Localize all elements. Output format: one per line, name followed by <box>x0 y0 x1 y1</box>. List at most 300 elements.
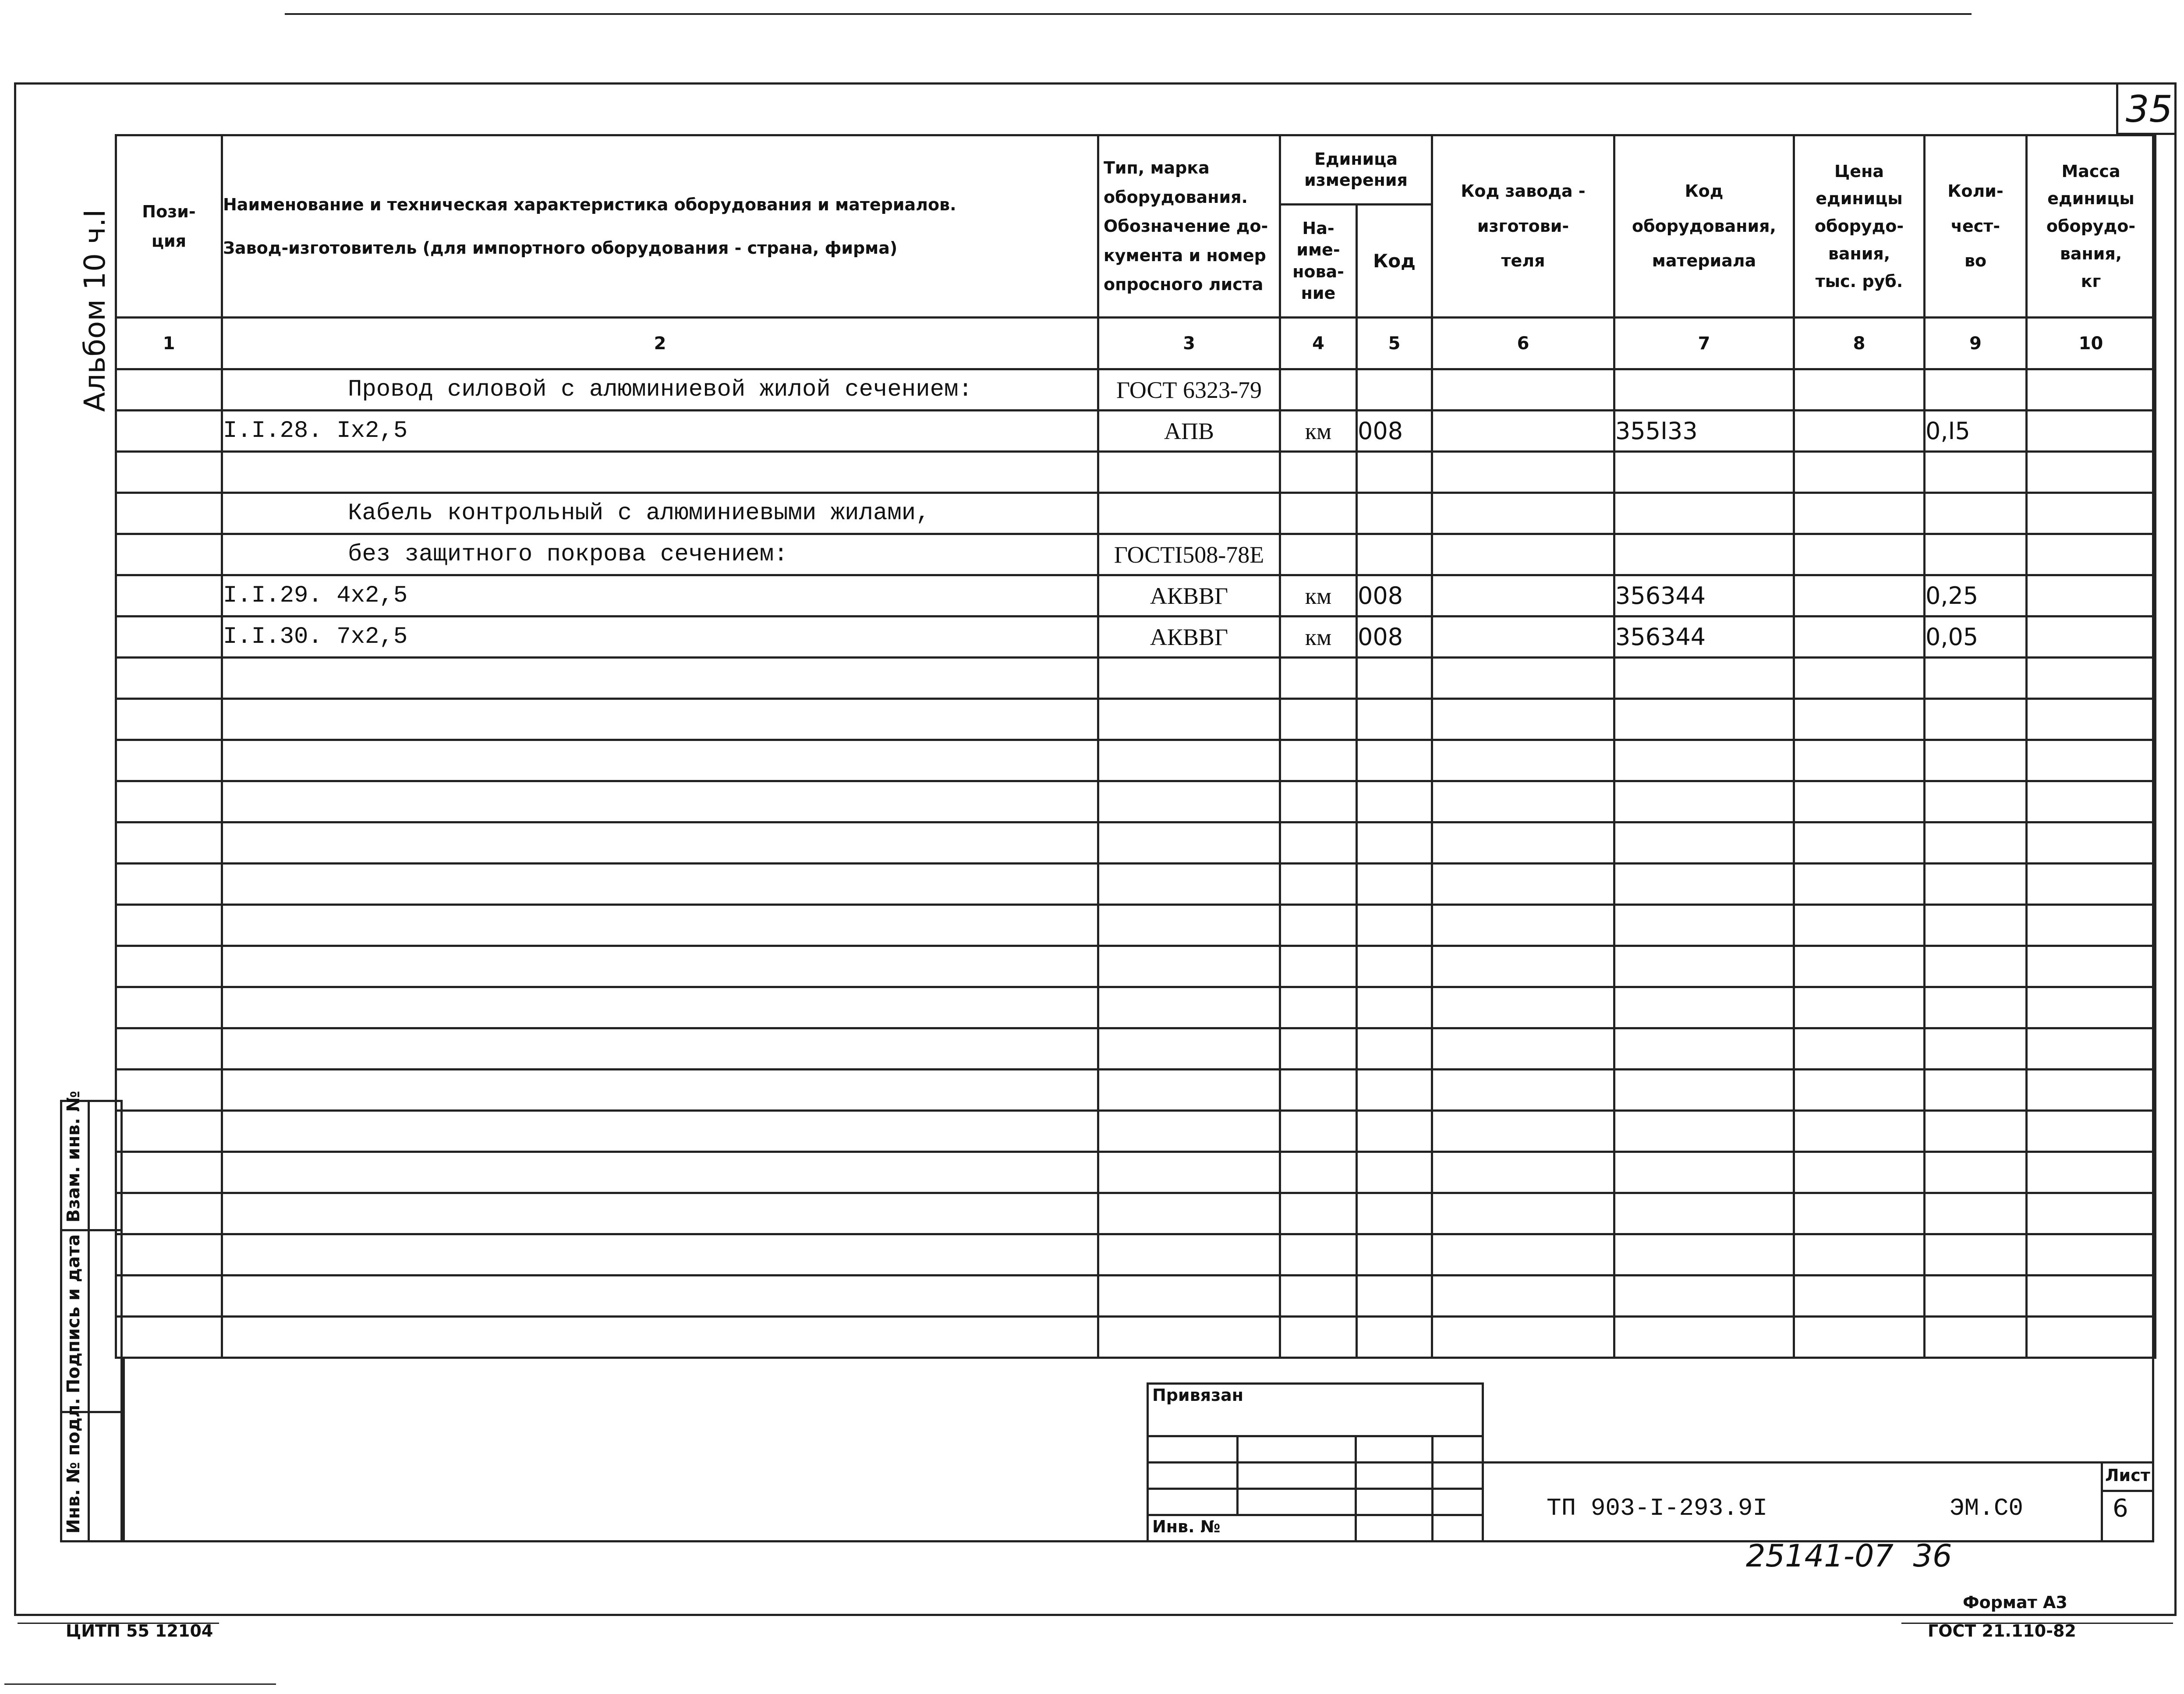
cell-type <box>1098 864 1280 905</box>
cell-unit-code <box>1357 534 1432 575</box>
table-row <box>116 905 2156 946</box>
column-number: 2 <box>222 318 1098 369</box>
cell-position <box>116 575 222 617</box>
header-type-text: Тип, марка оборудования. Обозначение до- кумента и номер опросного листа <box>1104 158 1268 294</box>
inv-no-label: Инв. № <box>1152 1517 1221 1536</box>
cell-equipment-code <box>1614 1317 1794 1358</box>
cell-price <box>1794 1317 1925 1358</box>
cell-unit <box>1280 905 1357 946</box>
cell-equipment-code <box>1614 1193 1794 1234</box>
cell-unit-code <box>1357 369 1432 411</box>
cell-type <box>1098 1111 1280 1152</box>
cell-equipment-code <box>1614 1028 1794 1070</box>
cell-price <box>1794 369 1925 411</box>
cell-unit-code <box>1357 1152 1432 1193</box>
column-number: 10 <box>2027 318 2156 369</box>
cell-unit <box>1280 740 1357 781</box>
cell-plant-code <box>1432 781 1614 822</box>
cell-position <box>116 369 222 411</box>
cell-quantity <box>1925 1028 2027 1070</box>
cell-mass <box>2027 1111 2156 1152</box>
cell-price <box>1794 740 1925 781</box>
privyazan-col-line-3 <box>1431 1435 1434 1542</box>
cell-plant-code <box>1432 617 1614 658</box>
cell-mass <box>2027 369 2156 411</box>
cell-quantity <box>1925 946 2027 987</box>
cell-description <box>222 1234 1098 1276</box>
cell-equipment-code <box>1614 658 1794 699</box>
cell-price <box>1794 534 1925 575</box>
cell-price <box>1794 575 1925 617</box>
cell-equipment-code <box>1614 740 1794 781</box>
cell-plant-code <box>1432 1070 1614 1111</box>
column-number: 1 <box>116 318 222 369</box>
cell-unit <box>1280 1234 1357 1276</box>
privyazan-label: Привязан <box>1152 1386 1244 1405</box>
cell-price <box>1794 781 1925 822</box>
cell-quantity <box>1925 905 2027 946</box>
table-row <box>116 822 2156 864</box>
cell-quantity <box>1925 1276 2027 1317</box>
table-row <box>116 781 2156 822</box>
cell-unit-code <box>1357 987 1432 1028</box>
cell-unit-code <box>1357 864 1432 905</box>
cell-position <box>116 946 222 987</box>
cell-quantity <box>1925 369 2027 411</box>
cell-equipment-code <box>1614 987 1794 1028</box>
cell-unit <box>1280 822 1357 864</box>
cell-position <box>116 1317 222 1358</box>
cell-equipment-code <box>1614 864 1794 905</box>
cell-position <box>116 822 222 864</box>
cell-unit <box>1280 987 1357 1028</box>
cell-description: без защитного покрова сечением: <box>222 534 1098 575</box>
cell-price <box>1794 864 1925 905</box>
cell-position <box>116 864 222 905</box>
cell-description <box>222 822 1098 864</box>
cell-quantity <box>1925 1234 2027 1276</box>
cell-unit-code <box>1357 658 1432 699</box>
cell-type <box>1098 946 1280 987</box>
header-unit-name <box>1280 205 1357 318</box>
cell-equipment-code <box>1614 1111 1794 1152</box>
cell-type <box>1098 1152 1280 1193</box>
cell-unit <box>1280 781 1357 822</box>
footer-left: ЦИТП 55 12104 <box>66 1621 213 1641</box>
cell-price <box>1794 1152 1925 1193</box>
cell-plant-code <box>1432 534 1614 575</box>
cell-equipment-code <box>1614 1276 1794 1317</box>
table-row <box>116 534 2156 575</box>
cell-position <box>116 1193 222 1234</box>
table-row <box>116 1276 2156 1317</box>
column-number: 7 <box>1614 318 1794 369</box>
cell-unit-code <box>1357 740 1432 781</box>
cell-equipment-code: 356344 <box>1614 617 1794 658</box>
cell-quantity <box>1925 1111 2027 1152</box>
cell-equipment-code: 356344 <box>1614 575 1794 617</box>
cell-mass <box>2027 575 2156 617</box>
column-numbers-row <box>116 318 2156 369</box>
cell-quantity <box>1925 534 2027 575</box>
cell-plant-code <box>1432 1111 1614 1152</box>
cell-price <box>1794 411 1925 452</box>
cell-price <box>1794 658 1925 699</box>
cell-mass <box>2027 1070 2156 1111</box>
cell-unit <box>1280 864 1357 905</box>
cell-plant-code <box>1432 369 1614 411</box>
header-description <box>222 135 1098 318</box>
cell-equipment-code <box>1614 781 1794 822</box>
cell-mass <box>2027 617 2156 658</box>
cell-description <box>222 658 1098 699</box>
header-equipment-code-text: Код оборудования, материала <box>1632 181 1776 271</box>
table-row <box>116 452 2156 493</box>
privyazan-col-line-2 <box>1355 1435 1357 1542</box>
cell-mass <box>2027 1193 2156 1234</box>
table-row <box>116 1152 2156 1193</box>
cell-quantity <box>1925 493 2027 534</box>
stamp-vzam-inv: Взам. инв. № <box>64 1091 84 1223</box>
column-number: 4 <box>1280 318 1357 369</box>
cell-type <box>1098 987 1280 1028</box>
cell-quantity: 0,I5 <box>1925 411 2027 452</box>
cell-price <box>1794 452 1925 493</box>
cell-position <box>116 1028 222 1070</box>
cell-quantity <box>1925 1152 2027 1193</box>
cell-plant-code <box>1432 699 1614 740</box>
cell-plant-code <box>1432 987 1614 1028</box>
header-equipment-code <box>1614 135 1794 318</box>
cell-equipment-code <box>1614 905 1794 946</box>
cell-plant-code <box>1432 1276 1614 1317</box>
header-unit-name-text: На- име- нова- ние <box>1292 218 1344 303</box>
header-plant-code <box>1432 135 1614 318</box>
cell-description <box>222 1152 1098 1193</box>
cell-type: ГОСТ 6323-79 <box>1098 369 1280 411</box>
cell-mass <box>2027 864 2156 905</box>
cell-unit <box>1280 1276 1357 1317</box>
cell-unit-code <box>1357 822 1432 864</box>
cell-description <box>222 864 1098 905</box>
cell-mass <box>2027 1152 2156 1193</box>
cell-description <box>222 1111 1098 1152</box>
header-unit-group-text: Единица измерения <box>1304 149 1408 190</box>
cell-plant-code <box>1432 905 1614 946</box>
top-edge-line <box>285 13 1972 15</box>
cell-type <box>1098 822 1280 864</box>
cell-unit: км <box>1280 411 1357 452</box>
cell-quantity <box>1925 1317 2027 1358</box>
cell-description <box>222 1276 1098 1317</box>
header-quantity-text: Коли- чест- во <box>1947 181 2003 271</box>
cell-type: АПВ <box>1098 411 1280 452</box>
cell-unit-code <box>1357 1193 1432 1234</box>
cell-unit <box>1280 1193 1357 1234</box>
cell-type <box>1098 699 1280 740</box>
cell-price <box>1794 1070 1925 1111</box>
cell-plant-code <box>1432 658 1614 699</box>
cell-unit-code <box>1357 905 1432 946</box>
cell-quantity <box>1925 1070 2027 1111</box>
stamp-inv-podl: Инв. № подл. <box>64 1398 84 1534</box>
table-row <box>116 493 2156 534</box>
table-row <box>116 864 2156 905</box>
cell-quantity <box>1925 740 2027 781</box>
cell-plant-code <box>1432 1234 1614 1276</box>
cell-unit-code <box>1357 452 1432 493</box>
header-quantity <box>1925 135 2027 318</box>
cell-description <box>222 740 1098 781</box>
cell-mass <box>2027 781 2156 822</box>
cell-unit <box>1280 1070 1357 1111</box>
album-label: Альбом 10 ч.I <box>78 209 112 412</box>
cell-description <box>222 1193 1098 1234</box>
cell-position <box>116 658 222 699</box>
cell-description: I.I.28. Iх2,5 <box>222 411 1098 452</box>
cell-price <box>1794 822 1925 864</box>
cell-equipment-code <box>1614 1152 1794 1193</box>
cell-position <box>116 1234 222 1276</box>
cell-plant-code <box>1432 1152 1614 1193</box>
cell-unit-code <box>1357 493 1432 534</box>
cell-unit-code <box>1357 781 1432 822</box>
table-row <box>116 617 2156 658</box>
cell-description <box>222 452 1098 493</box>
cell-equipment-code <box>1614 534 1794 575</box>
table-row <box>116 658 2156 699</box>
cell-quantity <box>1925 781 2027 822</box>
cell-plant-code <box>1432 946 1614 987</box>
cell-plant-code <box>1432 1028 1614 1070</box>
header-plant-code-text: Код завода - изготови- теля <box>1461 181 1586 271</box>
cell-position <box>116 740 222 781</box>
cell-description <box>222 1070 1098 1111</box>
cell-quantity <box>1925 658 2027 699</box>
list-label: Лист <box>2105 1466 2150 1485</box>
header-mass <box>2027 135 2156 318</box>
cell-mass <box>2027 534 2156 575</box>
title-block-top-line <box>1484 1461 2154 1464</box>
cell-unit-code <box>1357 1070 1432 1111</box>
cell-plant-code <box>1432 411 1614 452</box>
cell-price <box>1794 905 1925 946</box>
table-row <box>116 369 2156 411</box>
cell-plant-code <box>1432 452 1614 493</box>
cell-price <box>1794 1276 1925 1317</box>
sheet-number-handwritten: 35 <box>2126 88 2173 131</box>
cell-quantity <box>1925 864 2027 905</box>
cell-unit <box>1280 534 1357 575</box>
cell-unit <box>1280 699 1357 740</box>
table-row <box>116 1317 2156 1358</box>
cell-plant-code <box>1432 1317 1614 1358</box>
cell-mass <box>2027 658 2156 699</box>
cell-description: I.I.29. 4х2,5 <box>222 575 1098 617</box>
cell-type <box>1098 781 1280 822</box>
side-stamp-divider-vertical <box>88 1100 90 1542</box>
cell-mass <box>2027 1276 2156 1317</box>
cell-price <box>1794 493 1925 534</box>
cell-type <box>1098 1234 1280 1276</box>
cell-unit <box>1280 1152 1357 1193</box>
cell-unit: км <box>1280 617 1357 658</box>
handwritten-archive-number: 25141-07 36 <box>1746 1538 1952 1574</box>
header-position-text: Пози- ция <box>142 202 196 251</box>
cell-quantity: 0,05 <box>1925 617 2027 658</box>
cell-price <box>1794 617 1925 658</box>
cell-plant-code <box>1432 740 1614 781</box>
cell-unit <box>1280 493 1357 534</box>
cell-unit <box>1280 1317 1357 1358</box>
project-code: ТП 903-I-293.9I <box>1547 1494 1768 1522</box>
cell-description: Кабель контрольный с алюминиевыми жилами, <box>222 493 1098 534</box>
table-row <box>116 1111 2156 1152</box>
header-unit-code-text: Код <box>1373 250 1416 272</box>
cell-mass <box>2027 493 2156 534</box>
cell-description: I.I.30. 7х2,5 <box>222 617 1098 658</box>
cell-description <box>222 1028 1098 1070</box>
cell-position <box>116 493 222 534</box>
table-row <box>116 411 2156 452</box>
cell-plant-code <box>1432 1193 1614 1234</box>
cell-equipment-code <box>1614 1234 1794 1276</box>
cell-equipment-code: 355I33 <box>1614 411 1794 452</box>
table-row <box>116 1234 2156 1276</box>
cell-description <box>222 1317 1098 1358</box>
cell-position <box>116 1276 222 1317</box>
header-type <box>1098 135 1280 318</box>
cell-position <box>116 411 222 452</box>
header-price <box>1794 135 1925 318</box>
cell-plant-code <box>1432 493 1614 534</box>
side-stamp-divider-1 <box>60 1229 123 1231</box>
table-row <box>116 1028 2156 1070</box>
cell-position <box>116 987 222 1028</box>
cell-equipment-code <box>1614 822 1794 864</box>
cell-mass <box>2027 411 2156 452</box>
cell-mass <box>2027 1028 2156 1070</box>
cell-unit-code: 008 <box>1357 617 1432 658</box>
header-position <box>116 135 222 318</box>
cell-mass <box>2027 905 2156 946</box>
footer-gost: ГОСТ 21.110-82 <box>1928 1621 2076 1641</box>
cell-equipment-code <box>1614 946 1794 987</box>
cell-position <box>116 781 222 822</box>
cell-description <box>222 699 1098 740</box>
table-row <box>116 946 2156 987</box>
cell-mass <box>2027 740 2156 781</box>
cell-mass <box>2027 1234 2156 1276</box>
cell-equipment-code <box>1614 1070 1794 1111</box>
cell-unit <box>1280 452 1357 493</box>
cell-type: АКВВГ <box>1098 617 1280 658</box>
cell-mass <box>2027 822 2156 864</box>
cell-type <box>1098 905 1280 946</box>
cell-type <box>1098 1276 1280 1317</box>
cell-equipment-code <box>1614 493 1794 534</box>
cell-description <box>222 946 1098 987</box>
privyazan-col-line-1 <box>1236 1435 1239 1514</box>
cell-position <box>116 1111 222 1152</box>
bottom-edge-line <box>4 1683 276 1685</box>
cell-position <box>116 1152 222 1193</box>
cell-mass <box>2027 452 2156 493</box>
header-unit-group <box>1280 135 1432 205</box>
cell-description: Провод силовой с алюминиевой жилой сечением: <box>222 369 1098 411</box>
list-box-divider <box>2101 1490 2154 1492</box>
cell-position <box>116 1070 222 1111</box>
cell-price <box>1794 946 1925 987</box>
cell-unit-code <box>1357 1276 1432 1317</box>
cell-price <box>1794 1234 1925 1276</box>
cell-description <box>222 905 1098 946</box>
cell-quantity <box>1925 987 2027 1028</box>
cell-price <box>1794 1111 1925 1152</box>
cell-mass <box>2027 699 2156 740</box>
cell-type <box>1098 1070 1280 1111</box>
cell-quantity <box>1925 1193 2027 1234</box>
cell-position <box>116 905 222 946</box>
right-inner-boundary <box>2152 134 2154 1542</box>
cell-mass <box>2027 1317 2156 1358</box>
cell-type <box>1098 658 1280 699</box>
list-number: 6 <box>2113 1494 2128 1523</box>
header-unit-code <box>1357 205 1432 318</box>
cell-description <box>222 781 1098 822</box>
cell-type <box>1098 493 1280 534</box>
cell-unit-code <box>1357 946 1432 987</box>
cell-plant-code <box>1432 864 1614 905</box>
cell-unit <box>1280 1111 1357 1152</box>
cell-equipment-code <box>1614 452 1794 493</box>
cell-unit <box>1280 1028 1357 1070</box>
header-description-line2: Завод-изготовитель (для импортного оборудования - страна, фирма) <box>223 238 898 258</box>
cell-position <box>116 699 222 740</box>
cell-mass <box>2027 946 2156 987</box>
footer-format: Формат А3 <box>1963 1593 2067 1612</box>
cell-unit-code <box>1357 1317 1432 1358</box>
table-row <box>116 1070 2156 1111</box>
cell-unit <box>1280 369 1357 411</box>
cell-position <box>116 452 222 493</box>
column-number: 8 <box>1794 318 1925 369</box>
cell-description <box>222 987 1098 1028</box>
cell-type <box>1098 1028 1280 1070</box>
column-number: 6 <box>1432 318 1614 369</box>
cell-equipment-code <box>1614 699 1794 740</box>
cell-unit-code <box>1357 1111 1432 1152</box>
cell-mass <box>2027 987 2156 1028</box>
table-body <box>116 369 2156 1358</box>
specification-table <box>115 134 2156 1359</box>
cell-type <box>1098 740 1280 781</box>
cell-plant-code <box>1432 822 1614 864</box>
cell-position <box>116 534 222 575</box>
cell-price <box>1794 987 1925 1028</box>
cell-equipment-code <box>1614 369 1794 411</box>
cell-unit <box>1280 658 1357 699</box>
cell-unit-code <box>1357 699 1432 740</box>
cell-unit: км <box>1280 575 1357 617</box>
header-mass-text: Масса единицы оборудо- вания, кг <box>2046 161 2136 291</box>
table-row <box>116 987 2156 1028</box>
cell-position <box>116 617 222 658</box>
table-row <box>116 575 2156 617</box>
bottom-left-boundary <box>123 1358 125 1542</box>
doc-code: ЭМ.С0 <box>1950 1494 2024 1522</box>
cell-type <box>1098 452 1280 493</box>
